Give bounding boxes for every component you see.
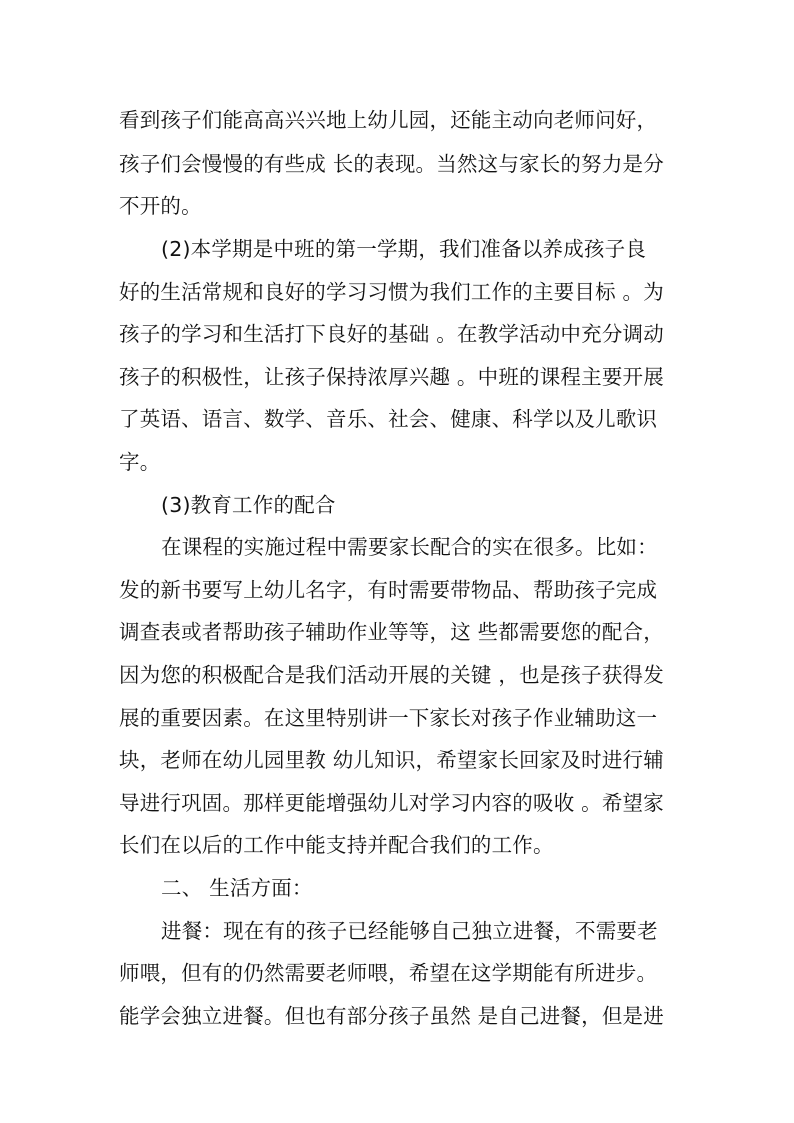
- body-text-line: 好的生活常规和良好的学习习惯为我们工作的主要目标 。为: [119, 280, 664, 304]
- body-text-line: 长们在以后的工作中能支持并配合我们的工作。: [119, 833, 554, 857]
- section-heading: 二、 生活方面：: [161, 876, 313, 900]
- body-text-line: 在课程的实施过程中需要家长配合的实在很多。比如：: [161, 535, 658, 559]
- body-text-line: 进餐：现在有的孩子已经能够自己独立进餐，不需要老: [161, 919, 658, 943]
- body-text-line: 孩子的学习和生活打下良好的基础 。在教学活动中充分调动: [119, 322, 664, 346]
- body-text-line: 不开的。: [119, 194, 202, 218]
- body-text-line: 调查表或者帮助孩子辅助作业等等，这 些都需要您的配合，: [119, 620, 664, 644]
- body-text-line: 展的重要因素。在这里特别讲一下家长对孩子作业辅助这一: [119, 706, 658, 730]
- body-text-line: 了英语、语言、数学、音乐、社会、健康、科学以及儿歌识: [119, 407, 658, 431]
- body-text-line: 能学会独立进餐。但也有部分孩子虽然 是自己进餐，但是进: [119, 1004, 664, 1028]
- body-text-line: 因为您的积极配合是我们活动开展的关键 ，也是孩子获得发: [119, 663, 664, 687]
- body-text-line: 字。: [119, 450, 161, 474]
- section-heading: (3)教育工作的配合: [161, 493, 336, 517]
- body-text-line: 导进行巩固。那样更能增强幼儿对学习内容的吸收 。希望家: [119, 791, 664, 815]
- body-text-line: 看到孩子们能高高兴兴地上幼儿园，还能主动向老师问好，: [119, 108, 658, 132]
- body-text-line: (2)本学期是中班的第一学期，我们准备以养成孩子良: [161, 237, 647, 261]
- body-text-line: 孩子的积极性，让孩子保持浓厚兴趣 。中班的课程主要开展: [119, 365, 664, 389]
- body-text-line: 孩子们会慢慢的有些成 长的表现。当然这与家长的努力是分: [119, 152, 664, 176]
- body-text-line: 师喂，但有的仍然需要老师喂，希望在这学期能有所进步。: [119, 961, 658, 985]
- body-text-line: 块，老师在幼儿园里教 幼儿知识，希望家长回家及时进行辅: [119, 748, 664, 772]
- body-text-line: 发的新书要写上幼儿名字，有时需要带物品、帮助孩子完成: [119, 578, 658, 602]
